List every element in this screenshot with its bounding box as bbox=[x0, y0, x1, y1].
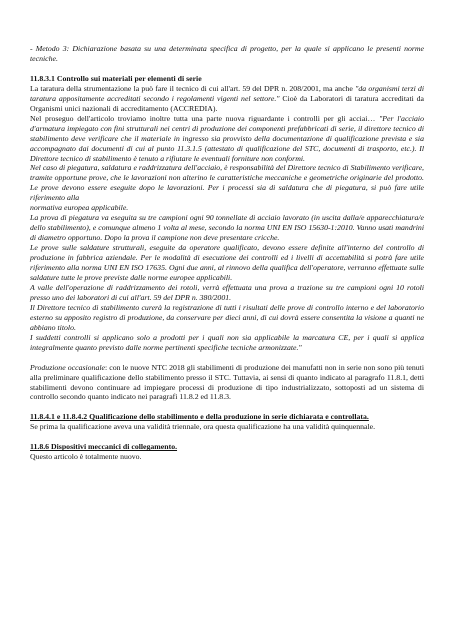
new-article-paragraph: Questo articolo è totalmente nuovo. bbox=[30, 452, 142, 462]
steel-controls-paragraph: Nel proseguo dell'articolo troviamo inoltre tutta una parte nuova riguardante i controlli per gli acciai… "Per l'acciaio d'armatura impiegato con fini strutturali nei centri di produzione dei componenti prefabbricati di serie, il direttore tecnico di stabilimento deve verificare che il materiale in ingresso sia provvisto della documentazione di qualificazione prevista e sia accompagnato dai documenti di cui al punto 11.3.1.5 (attestato di qualificazione del STC, documenti di trasporto, etc.). Il Direttore tecnico di stabilimento è tenuto a rifiutare le eventuali forniture non conformi. bbox=[30, 113, 424, 163]
bending-test-paragraph: La prova di piegatura va eseguita su tre campioni ogni 90 tonnellate di acciaio lavorato (in uscita dalla/e apparecchiatura/e dello stabilimento), e comunque almeno 1 volta al mese, secondo la norma UNI EN ISO 15630-1:2010. Vanno usati mandrini di diametro opportuno. Dopo la prova il campione non deve presentare cricche. bbox=[30, 213, 424, 243]
european-norm-line: normativa europea applicabile. bbox=[30, 203, 129, 213]
validity-paragraph: Se prima la qualificazione aveva una validità triennale, ora questa qualificazione ha una validità quinquennale. bbox=[30, 422, 376, 432]
section-heading-11-8-4: 11.8.4.1 e 11.8.4.2 Qualificazione dello stabilimento e della produzione in serie dichiarata e controllata. bbox=[30, 412, 369, 422]
bending-welding-paragraph: Nel caso di piegatura, saldatura e raddrizzatura dell'acciaio, è responsabilità del Direttore tecnico di Stabilimento verificare, tramite opportune prove, che le lavorazioni non alterino le caratteristiche meccaniche e geometriche originarie del prodotto. Le prove devono essere eseguite dopo le lavorazioni. Per i processi sia di saldatura che di piegatura, si può fare utile riferimento alla bbox=[30, 163, 424, 203]
straightening-paragraph: A valle dell'operazione di raddrizzamento dei rotoli, verrà effettuata una prova a trazione su tre campioni ogni 10 rotoli presso uno dei laboratori di cui all'art. 59 del DPR n. 380/2001. bbox=[30, 282, 424, 302]
calibration-paragraph: La taratura della strumentazione la può fare il tecnico di cui all'art. 59 del DPR n. 208/2001, ma anche "da organismi terzi di taratura appositamente accreditati secondo i regolamenti vigenti nel settore." Cioè da Laboratori di taratura accreditati da Organismi unici nazionali di accreditamento (ACCREDIA). bbox=[30, 83, 424, 113]
method-3-paragraph: - Metodo 3: Dichiarazione basata su una determinata specifica di progetto, per la quale si applicano le presenti norme tecniche. bbox=[30, 44, 424, 63]
section-heading-11-8-3-1: 11.8.3.1 Controllo sui materiali per elementi di serie bbox=[30, 73, 202, 83]
weld-test-paragraph: Le prove sulle saldature strutturali, eseguite da operatore qualificato, devono essere definite all'interno del controllo di produzione in fabbrica aziendale. Per le modalità di esecuzione dei controlli ed i livelli di accettabilità si potrà fare utile riferimento alla norma UNI EN ISO 17635. Ogni due anni, al rinnovo della qualifica dell'operatore, verranno effettuate sulle saldature tutte le prove previste dalle norme europee applicabili. bbox=[30, 243, 424, 282]
section-heading-11-8-6: 11.8.6 Dispositivi meccanici di collegamento. bbox=[30, 442, 178, 452]
registry-paragraph: Il Direttore tecnico di stabilimento curerà la registrazione di tutti i risultati delle prove di controllo interno e del laboratorio esterno su apposito registro di produzione, da conservare per dieci anni, di cui dovrà essere consentita la visione a quanti ne abbiano titolo. bbox=[30, 302, 424, 332]
occasional-production-paragraph: Produzione occasionale: con le nuove NTC 2018 gli stabilimenti di produzione dei manufatti non in serie non sono più tenuti alla preliminare qualificazione dello stabilimento presso il STC. Tuttavia, ai sensi di quanto indicato al paragrafo 11.8.1, detti stabilimenti devono continuare ad impiegare processi di produzione di tipo industrializzato, sottoposti ad un sistema di controllo secondo quanto indicato nei paragrafi 11.8.2 ed 11.8.3. bbox=[30, 362, 425, 402]
document-page bbox=[30, 44, 424, 462]
ce-marking-paragraph: I suddetti controlli si applicano solo a prodotti per i quali non sia applicabile la marcatura CE, per i quali si applica integralmente quanto previsto dalle norme pertinenti specifiche tecniche armonizzate." bbox=[30, 332, 424, 352]
